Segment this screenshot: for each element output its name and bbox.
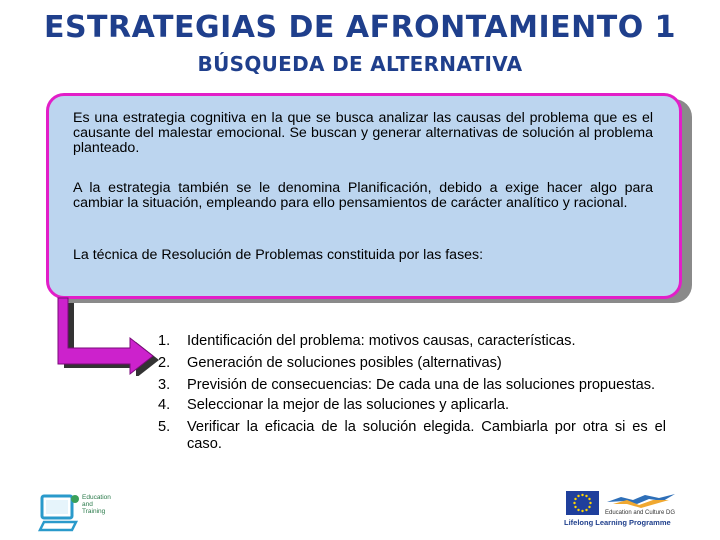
computer-icon <box>36 490 82 534</box>
step-text: Seleccionar la mejor de las soluciones y aplicarla. <box>187 397 510 413</box>
slide-subtitle: BÚSQUEDA DE ALTERNATIVA <box>197 52 523 76</box>
steps-list <box>158 333 666 458</box>
step-number: 2. <box>158 355 171 371</box>
list-item <box>158 333 666 350</box>
step-number: 4. <box>158 397 171 413</box>
bent-arrow-icon <box>48 296 171 376</box>
step-text: Verificar la eficacia de la solución elegida. Cambiarla por otra si es el caso. <box>187 419 666 452</box>
step-number: 1. <box>158 333 171 349</box>
step-text: Generación de soluciones posibles (alternativas) <box>187 355 502 371</box>
slide-title: ESTRATEGIAS DE AFRONTAMIENTO 1 <box>43 10 677 45</box>
list-item <box>158 377 666 394</box>
technique-paragraph: La técnica de Resolución de Problemas constituida por las fases: <box>73 247 484 263</box>
planning-paragraph: A la estrategia también se le denomina Planificación, debido a exige hacer algo para cambiar la situación, empleando para ello pensamientos de carácter analítico y racional. <box>73 180 653 211</box>
logo-text: Education <box>82 494 111 501</box>
step-text: Identificación del problema: motivos causas, características. <box>187 333 576 349</box>
list-item <box>158 419 666 453</box>
definition-paragraph: Es una estrategia cognitiva en la que se busca analizar las causas del problema que es el causante del malestar emocional. Se buscan y generar alternativas de solución al problema planteado. <box>73 110 653 156</box>
logo-text: Training <box>82 508 106 515</box>
step-text: Previsión de consecuencias: De cada una de las soluciones propuestas. <box>187 377 656 393</box>
eu-flag-logo <box>566 491 599 515</box>
education-culture-label: Education and Culture DG <box>605 510 676 516</box>
list-item <box>158 397 666 414</box>
lifelong-learning-label: Lifelong Learning Programme <box>564 518 671 527</box>
education-training-logo <box>36 490 116 535</box>
step-number: 5. <box>158 419 171 435</box>
list-item <box>158 355 666 372</box>
eu-stars-icon <box>566 491 599 515</box>
definition-box <box>46 93 682 299</box>
step-number: 3. <box>158 377 171 393</box>
logo-text: and <box>82 501 93 508</box>
